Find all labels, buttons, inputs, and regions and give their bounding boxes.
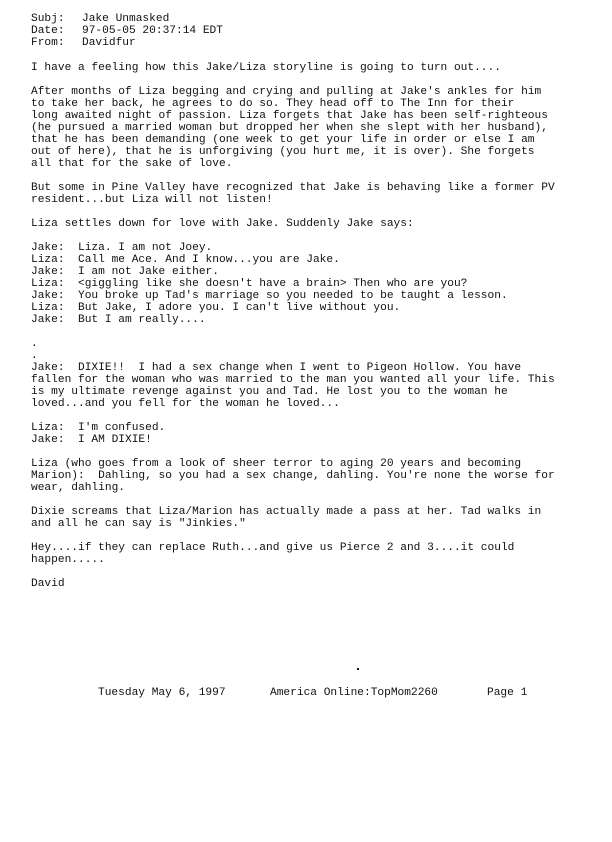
paragraph-line: Hey....if they can replace Ruth...and give us Pierce 2 and 3....it could xyxy=(31,542,515,554)
paragraph-intro: I have a feeling how this Jake/Liza storyline is going to turn out.... xyxy=(31,62,501,74)
footer-page-number: Page 1 xyxy=(487,687,528,699)
scan-speck xyxy=(357,668,359,670)
paragraph-line: Liza settles down for love with Jake. Suddenly Jake says: xyxy=(31,218,414,230)
paragraph-line: happen..... xyxy=(31,554,105,566)
dialogue-line: Jake: I am not Jake either. xyxy=(31,266,219,278)
paragraph-line: all that for the sake of love. xyxy=(31,158,233,170)
paragraph-line: Marion): Dahling, so you had a sex change, dahling. You're none the worse for xyxy=(31,470,555,482)
paragraph-line: and all he can say is "Jinkies." xyxy=(31,518,246,530)
dialogue-line: Jake: But I am really.... xyxy=(31,314,206,326)
paragraph-line: Liza (who goes from a look of sheer terror to aging 20 years and becoming xyxy=(31,458,522,470)
paragraph-line: (he pursued a married woman but dropped her when she slept with her husband), xyxy=(31,122,548,134)
paragraph-line: Dixie screams that Liza/Marion has actually made a pass at her. Tad walks in xyxy=(31,506,542,518)
footer-service: America Online:TopMom2260 xyxy=(270,687,438,699)
paragraph-line: But some in Pine Valley have recognized that Jake is behaving like a former PV xyxy=(31,182,555,194)
paragraph-line: resident...but Liza will not listen! xyxy=(31,194,273,206)
subject-value: Jake Unmasked xyxy=(82,13,170,25)
paragraph-line: that he has been demanding (one week to get your life in order or else I am xyxy=(31,134,535,146)
ellipsis-dot: . xyxy=(31,350,38,362)
dialogue-line: Liza: <giggling like she doesn't have a brain> Then who are you? xyxy=(31,278,468,290)
from-label: From: xyxy=(31,37,65,49)
dialogue-line: Liza: I'm confused. xyxy=(31,422,166,434)
date-value: 97-05-05 20:37:14 EDT xyxy=(82,25,223,37)
dialogue-line: Jake: Liza. I am not Joey. xyxy=(31,242,213,254)
dialogue-line: Jake: I AM DIXIE! xyxy=(31,434,152,446)
ellipsis-dot: . xyxy=(31,338,38,350)
paragraph-line: out of here), that he is unforgiving (you hurt me, it is over). She forgets xyxy=(31,146,535,158)
paragraph-line: wear, dahling. xyxy=(31,482,125,494)
paragraph-line: to take her back, he agrees to do so. They head off to The Inn for their xyxy=(31,98,515,110)
paragraph-line: long awaited night of passion. Liza forgets that Jake has been self-righteous xyxy=(31,110,548,122)
paragraph-line: fallen for the woman who was married to the man you wanted all your life. This xyxy=(31,374,555,386)
footer-date: Tuesday May 6, 1997 xyxy=(98,687,226,699)
dialogue-line: Liza: Call me Ace. And I know...you are Jake. xyxy=(31,254,340,266)
date-label: Date: xyxy=(31,25,65,37)
dialogue-line: Jake: You broke up Tad's marriage so you needed to be taught a lesson. xyxy=(31,290,508,302)
signature: David xyxy=(31,578,65,590)
paragraph-line: After months of Liza begging and crying and pulling at Jake's ankles for him xyxy=(31,86,542,98)
paragraph-line: Jake: DIXIE!! I had a sex change when I went to Pigeon Hollow. You have xyxy=(31,362,522,374)
subject-label: Subj: xyxy=(31,13,65,25)
dialogue-line: Liza: But Jake, I adore you. I can't live without you. xyxy=(31,302,401,314)
from-value: Davidfur xyxy=(82,37,136,49)
paragraph-line: loved...and you fell for the woman he loved... xyxy=(31,398,340,410)
paragraph-line: is my ultimate revenge against you and Tad. He lost you to the woman he xyxy=(31,386,508,398)
